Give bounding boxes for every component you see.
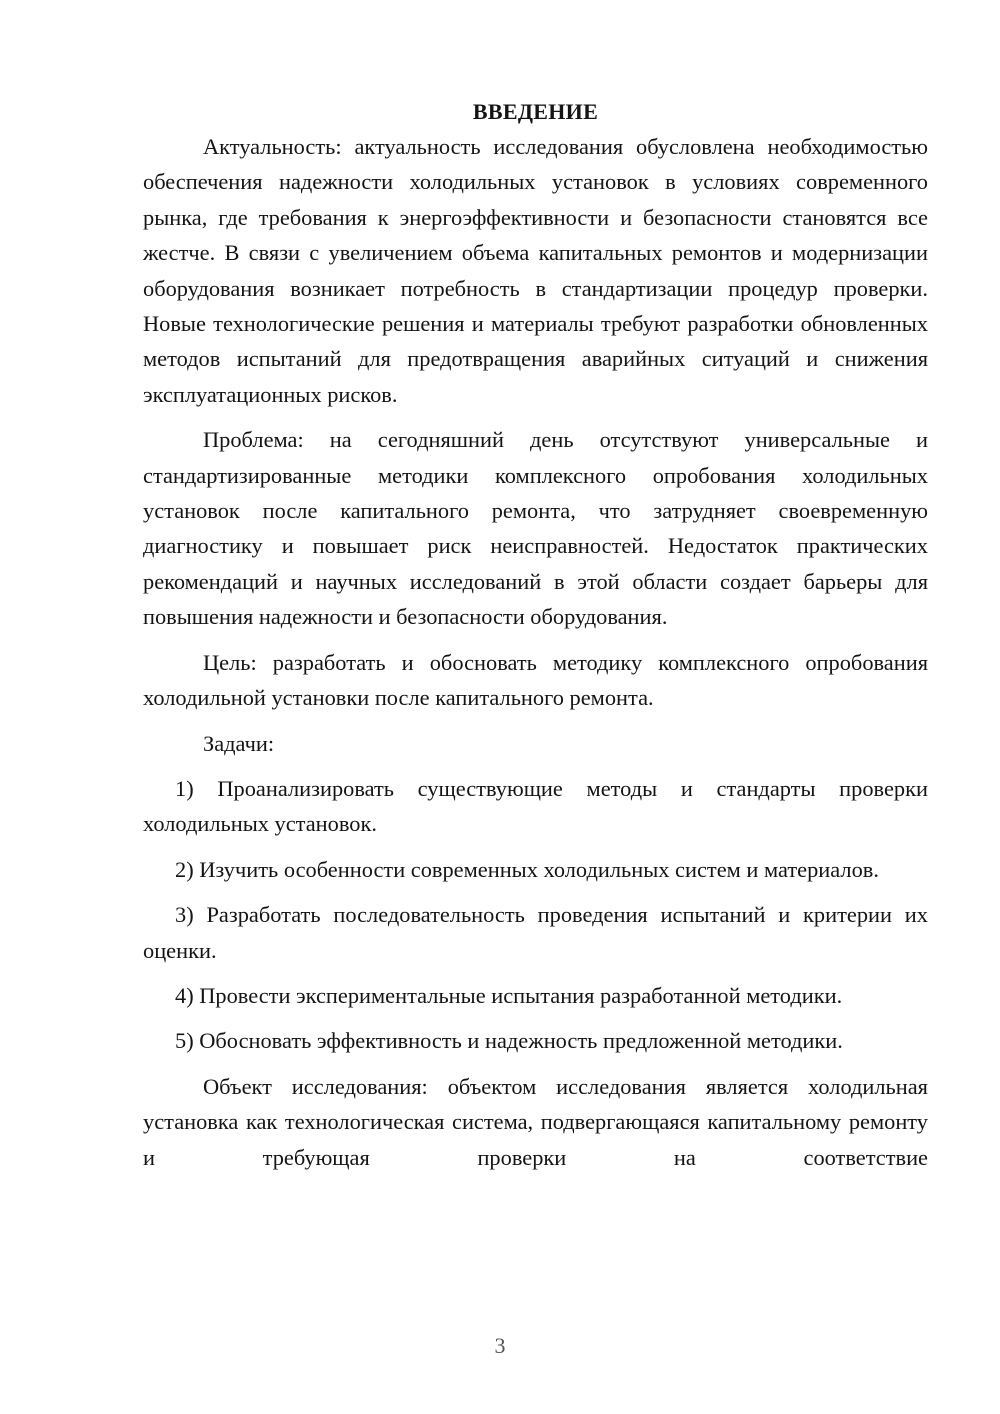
task-item: 4) Провести экспериментальные испытания разработанной методики. bbox=[175, 982, 843, 1008]
problem-paragraph: Проблема: на сегодняшний день отсутствуют универсальные и стандартизированные методики комплексного опробования холодильных установок после капитального ремонта, что затрудняет своевременную диагностику и повышает риск неисправностей. Недостаток практических рекомендаций и научных исследований в этой области создает барьеры для повышения надежности и безопасности оборудования. bbox=[143, 427, 928, 630]
tasks-heading: Задачи: bbox=[203, 730, 275, 756]
page-number: 3 bbox=[494, 1333, 506, 1358]
task-item: 5) Обосновать эффективность и надежность предложенной методики. bbox=[175, 1028, 843, 1054]
goal-paragraph: Цель: разработать и обосновать методику комплексного опробования холодильной установки после капитального ремонта. bbox=[143, 649, 928, 711]
task-item: 2) Изучить особенности современных холодильных систем и материалов. bbox=[175, 856, 879, 882]
task-item: 1) Проанализировать существующие методы и стандарты проверки холодильных установок. bbox=[143, 775, 928, 837]
document-page bbox=[143, 94, 928, 1175]
relevance-paragraph: Актуальность: актуальность исследования обусловлена необходимостью обеспечения надежности холодильных установок в условиях современного рынка, где требования к энергоэффективности и безопасности становятся все жестче. В связи с увеличением объема капитальных ремонтов и модернизации оборудования возникает потребность в стандартизации процедур проверки. Новые технологические решения и материалы требуют разработки обновленных методов испытаний для предотвращения аварийных ситуаций и снижения эксплуатационных рисков. bbox=[143, 134, 928, 407]
task-item: 3) Разработать последовательность проведения испытаний и критерии их оценки. bbox=[143, 902, 928, 963]
object-paragraph: Объект исследования: объектом исследования является холодильная установка как технологическая система, подвергающаяся капитальному ремонту и требующая проверки на соответствие bbox=[143, 1073, 928, 1170]
section-heading: ВВЕДЕНИЕ bbox=[472, 99, 599, 124]
